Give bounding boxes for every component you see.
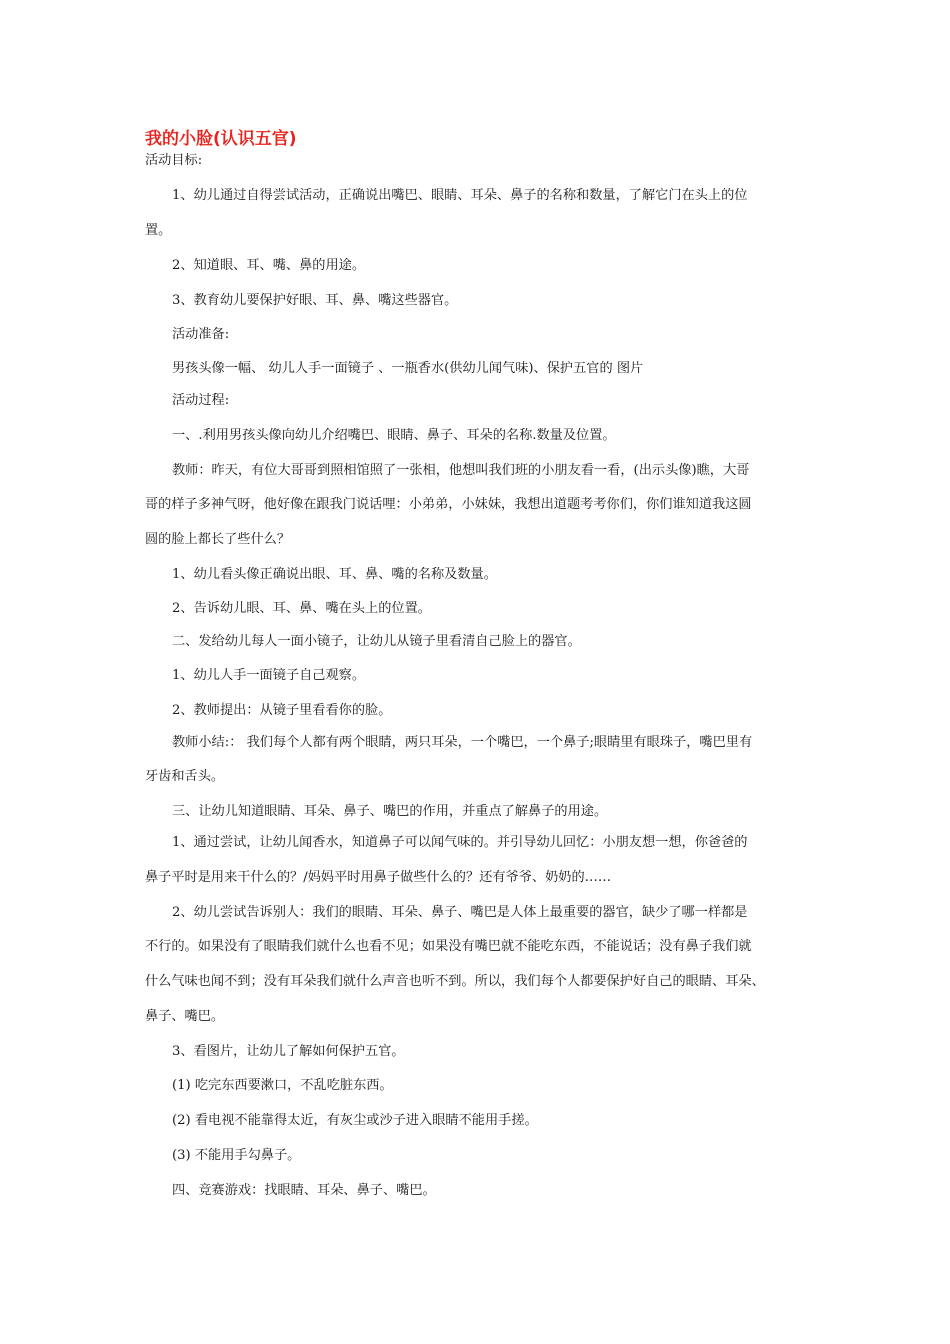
section-heading-preparation: 活动准备: [172,327,230,342]
section-heading-goals: 活动目标: [145,153,203,168]
paragraph-line: 不行的。如果没有了眼睛我们就什么也看不见；如果没有嘴巴就不能吃东西，不能说话；没有鼻子我们就 [145,939,752,954]
section-heading-process: 活动过程: [172,393,230,408]
paragraph-line: 1、幼儿通过自得尝试活动，正确说出嘴巴、眼睛、耳朵、鼻子的名称和数量，了解它门在头上的位 [172,188,748,203]
list-item: (1) 吃完东西要漱口，不乱吃脏东西。 [172,1078,393,1093]
document-title: 我的小脸(认识五官) [145,129,297,149]
paragraph-line: 男孩头像一幅、 幼儿人手一面镜子 、一瓶香水(供幼儿闻气味)、保护五官的 图片 [172,361,644,376]
paragraph-line: 一、.利用男孩头像向幼儿介绍嘴巴、眼睛、鼻子、耳朵的名称.数量及位置。 [172,428,616,443]
list-item: (2) 看电视不能靠得太近，有灰尘或沙子进入眼睛不能用手搓。 [172,1113,538,1128]
paragraph-line: 3、看图片，让幼儿了解如何保护五官。 [172,1044,405,1059]
paragraph-line: 2、告诉幼儿眼、耳、鼻、嘴在头上的位置。 [172,601,431,616]
paragraph-line: 哥的样子多神气呀，他好像在跟我门说话哩：小弟弟，小妹妹，我想出道题考考你们，你们谁知道我这圆 [145,497,752,512]
paragraph-line: 1、幼儿人手一面镜子自己观察。 [172,668,366,683]
paragraph-line: 鼻子、嘴巴。 [145,1009,225,1024]
paragraph-line: 3、教育幼儿要保护好眼、耳、鼻、嘴这些器官。 [172,293,458,308]
paragraph-line: 教师：昨天，有位大哥哥到照相馆照了一张相，他想叫我们班的小朋友看一看，(出示头像)瞧，大哥 [172,463,750,478]
paragraph-line: 置。 [145,223,172,238]
paragraph-line: 鼻子平时是用来干什么的？/妈妈平时用鼻子做些什么的？还有爷爷、奶奶的…… [145,870,612,885]
paragraph-line: 1、通过尝试，让幼儿闻香水，知道鼻子可以闻气味的。并引导幼儿回忆：小朋友想一想，你爸爸的 [172,835,748,850]
paragraph-line: 什么气味也闻不到；没有耳朵我们就什么声音也听不到。所以，我们每个人都要保护好自己的眼睛、耳朵、 [145,974,765,989]
paragraph-line: 1、幼儿看头像正确说出眼、耳、鼻、嘴的名称及数量。 [172,567,497,582]
paragraph-line: 圆的脸上都长了些什么？ [145,532,291,547]
paragraph-line: 牙齿和舌头。 [145,769,225,784]
paragraph-line: 2、教师提出：从镜子里看看你的脸。 [172,703,392,718]
paragraph-line: 教师小结:： 我们每个人都有两个眼睛，两只耳朵，一个嘴巴，一个鼻子;眼睛里有眼珠子，嘴巴里有 [172,735,753,750]
list-item: (3) 不能用手勾鼻子。 [172,1148,301,1163]
paragraph-line: 2、知道眼、耳、嘴、鼻的用途。 [172,258,366,273]
paragraph-line: 三、让幼儿知道眼睛、耳朵、鼻子、嘴巴的作用，并重点了解鼻子的用途。 [172,804,608,819]
paragraph-line: 2、幼儿尝试告诉别人：我们的眼睛、耳朵、鼻子、嘴巴是人体上最重要的器官，缺少了哪一样都是 [172,905,748,920]
paragraph-line: 二、发给幼儿每人一面小镜子，让幼儿从镜子里看清自己脸上的器官。 [172,634,581,649]
paragraph-line: 四、竞赛游戏：找眼睛、耳朵、鼻子、嘴巴。 [172,1183,436,1198]
